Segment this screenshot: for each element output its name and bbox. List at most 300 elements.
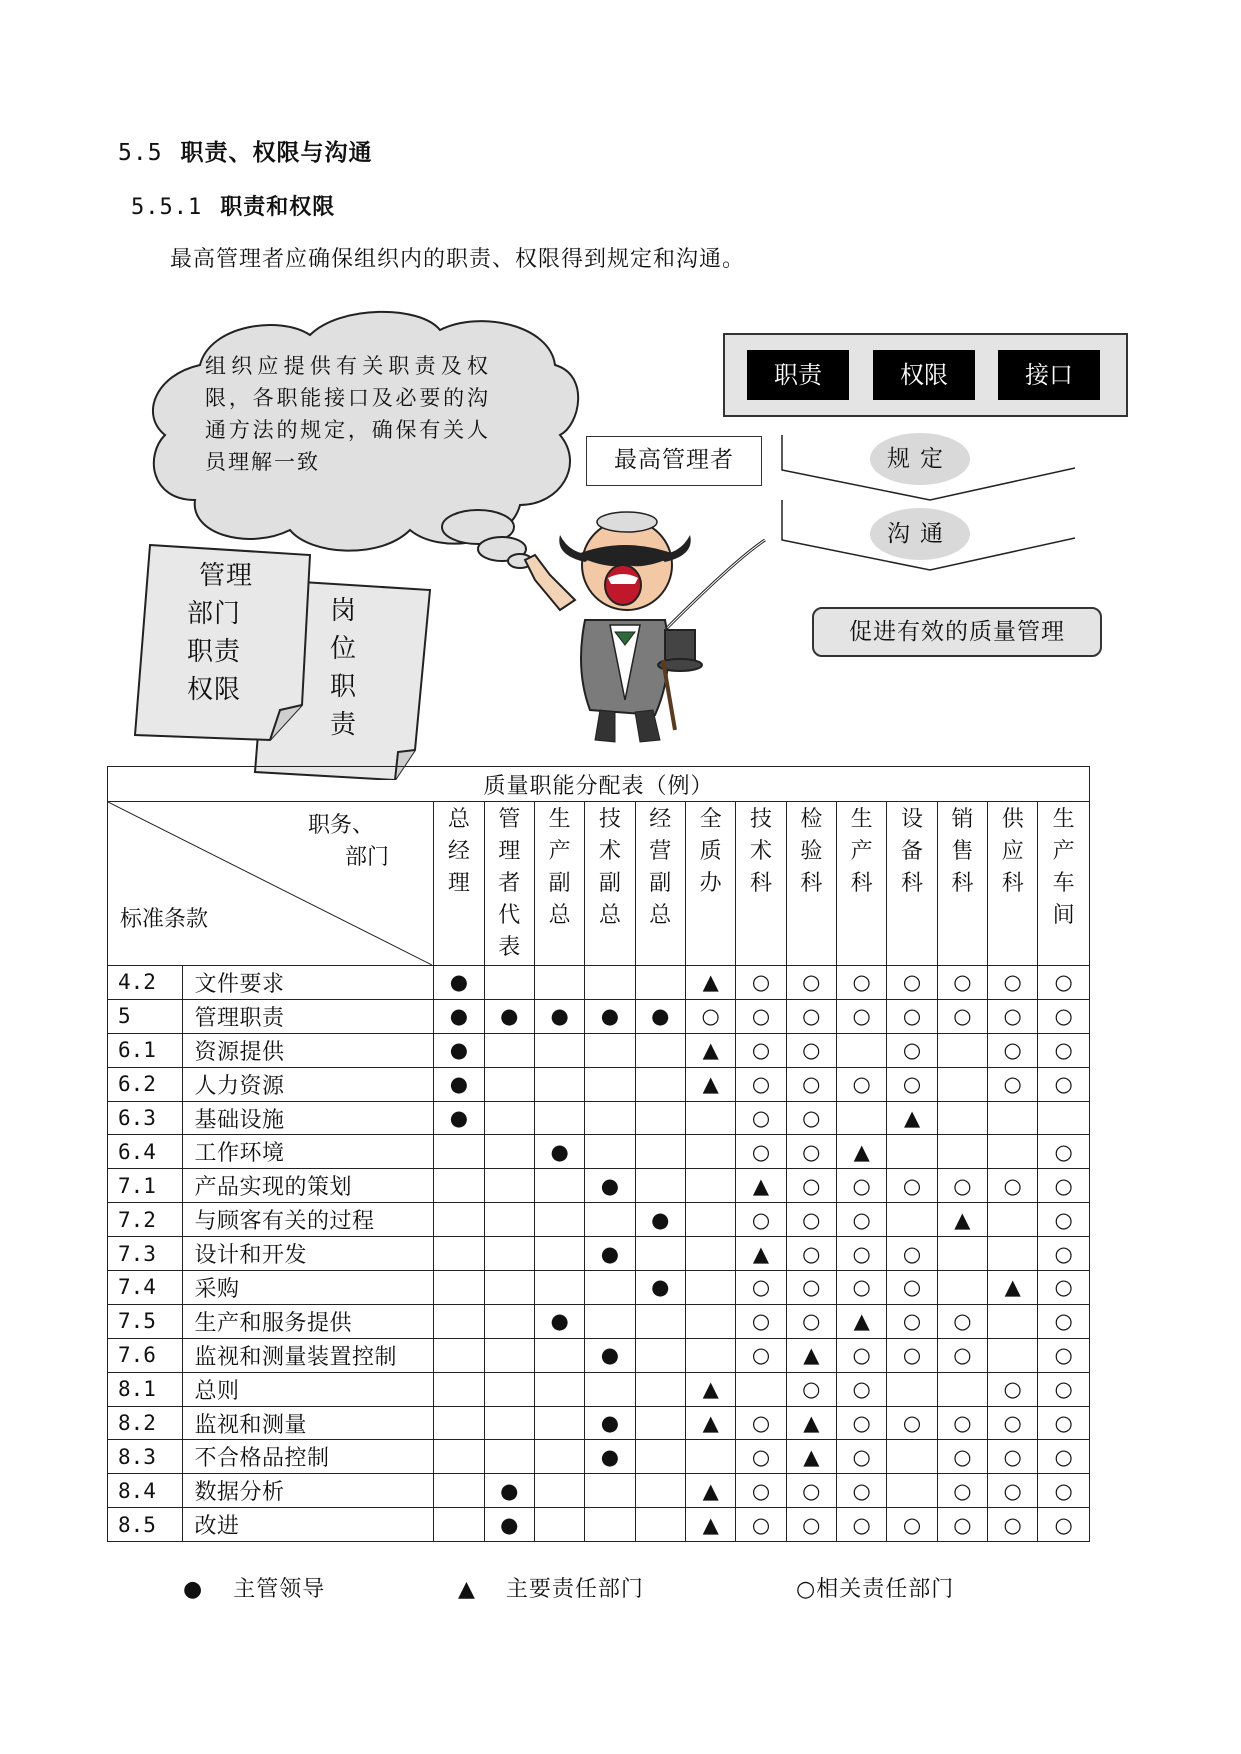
column-header	[786, 802, 836, 966]
authority-label: 权限	[873, 350, 975, 400]
responsibility-mark	[635, 1304, 685, 1338]
responsibility-mark	[484, 1169, 534, 1203]
responsibility-mark: ▲	[736, 1169, 786, 1203]
responsibility-mark	[887, 1135, 937, 1169]
responsibility-mark	[434, 1271, 484, 1305]
responsibility-mark	[484, 1372, 534, 1406]
legend-main-dept	[458, 1572, 644, 1603]
responsibility-mark	[534, 1067, 584, 1101]
responsibility-mark: ○	[937, 966, 987, 1000]
responsibility-mark	[484, 1406, 534, 1440]
responsibility-mark: ○	[887, 1033, 937, 1067]
responsibility-mark: ●	[434, 999, 484, 1033]
responsibility-mark	[534, 1033, 584, 1067]
column-header	[1038, 802, 1090, 966]
clause-number: 8.2	[108, 1406, 183, 1440]
table-row	[108, 1169, 1090, 1203]
promote-quality-management-box: 促进有效的质量管理	[812, 607, 1102, 657]
column-header-label: 生产车间	[1052, 807, 1075, 928]
responsibility-mark: ○	[887, 1271, 937, 1305]
responsibility-mark: ▲	[736, 1237, 786, 1271]
responsibility-mark	[937, 1271, 987, 1305]
column-header-label: 技术副总	[598, 807, 621, 928]
responsibility-mark: ○	[786, 1474, 836, 1508]
clause-number: 7.3	[108, 1237, 183, 1271]
clause-name: 产品实现的策划	[182, 1169, 434, 1203]
responsibility-mark: ○	[786, 966, 836, 1000]
responsibility-mark: ○	[1038, 1203, 1090, 1237]
responsibility-mark	[534, 966, 584, 1000]
responsibility-mark: ○	[685, 999, 735, 1033]
responsibility-mark: ○	[988, 1474, 1038, 1508]
responsibility-mark	[635, 1508, 685, 1542]
responsibility-mark	[635, 1338, 685, 1372]
responsibility-mark: ▲	[685, 1033, 735, 1067]
responsibility-mark: ▲	[786, 1406, 836, 1440]
legend-label: 主管领导	[233, 1577, 326, 1602]
responsibility-mark: ●	[434, 1067, 484, 1101]
responsibility-mark: ▲	[937, 1203, 987, 1237]
responsibility-mark: ○	[887, 1338, 937, 1372]
responsibility-mark	[534, 1474, 584, 1508]
responsibility-mark: ○	[786, 1101, 836, 1135]
responsibility-mark: ○	[1038, 1067, 1090, 1101]
responsibility-mark: ○	[736, 1508, 786, 1542]
responsibility-mark: ○	[786, 1203, 836, 1237]
responsibility-mark: ○	[837, 999, 887, 1033]
responsibility-mark	[434, 1338, 484, 1372]
manager-cartoon-illustration	[515, 500, 775, 750]
responsibility-mark: ○	[988, 1169, 1038, 1203]
responsibility-mark: ○	[837, 1338, 887, 1372]
column-header	[635, 802, 685, 966]
table-row	[108, 1101, 1090, 1135]
responsibility-mark	[534, 1203, 584, 1237]
clause-number: 5	[108, 999, 183, 1033]
column-header	[585, 802, 635, 966]
responsibility-mark	[685, 1169, 735, 1203]
responsibility-mark	[585, 1101, 635, 1135]
table-row	[108, 1304, 1090, 1338]
responsibility-mark	[534, 1271, 584, 1305]
responsibility-mark: ○	[736, 1101, 786, 1135]
responsibility-mark: ○	[736, 1474, 786, 1508]
responsibility-mark: ○	[988, 999, 1038, 1033]
table-row	[108, 1237, 1090, 1271]
responsibility-mark	[1038, 1101, 1090, 1135]
responsibility-mark: ○	[1038, 1237, 1090, 1271]
responsibility-mark	[434, 1508, 484, 1542]
responsibility-mark: ○	[837, 1203, 887, 1237]
responsibility-mark	[434, 1169, 484, 1203]
responsibility-mark	[685, 1440, 735, 1474]
responsibility-mark: ●	[585, 1237, 635, 1271]
legend-symbol: ▲	[458, 1577, 476, 1602]
responsibility-mark: ●	[534, 999, 584, 1033]
responsibility-mark	[937, 1372, 987, 1406]
responsibility-mark: ○	[736, 1271, 786, 1305]
column-header	[988, 802, 1038, 966]
responsibility-mark: ○	[1038, 999, 1090, 1033]
responsibility-mark: ○	[837, 1271, 887, 1305]
clause-number: 6.1	[108, 1033, 183, 1067]
responsibility-mark	[585, 966, 635, 1000]
responsibility-mark	[937, 1237, 987, 1271]
responsibility-mark: ○	[736, 1033, 786, 1067]
column-header-label: 管理者代表	[498, 807, 521, 960]
responsibility-mark: ●	[534, 1135, 584, 1169]
responsibility-mark: ●	[484, 999, 534, 1033]
table-caption: 质量职能分配表（例）	[108, 767, 1090, 802]
responsibility-mark: ●	[585, 1169, 635, 1203]
diagonal-line	[108, 802, 432, 965]
table-row	[108, 1271, 1090, 1305]
legend-leader	[183, 1572, 325, 1603]
responsibility-mark: ○	[1038, 1474, 1090, 1508]
responsibility-mark: ○	[1038, 1271, 1090, 1305]
responsibility-mark	[585, 1033, 635, 1067]
responsibility-mark	[988, 1203, 1038, 1237]
table-row	[108, 966, 1090, 1000]
responsibility-mark	[685, 1237, 735, 1271]
column-header-label: 销售科	[951, 807, 974, 896]
responsibility-mark: ○	[837, 1508, 887, 1542]
responsibility-mark: ○	[937, 1474, 987, 1508]
column-header	[887, 802, 937, 966]
responsibility-mark	[988, 1135, 1038, 1169]
clause-name: 设计和开发	[182, 1237, 434, 1271]
responsibility-mark	[685, 1135, 735, 1169]
responsibility-mark: ○	[736, 1440, 786, 1474]
responsibility-mark	[635, 1135, 685, 1169]
responsibility-mark: ○	[786, 1372, 836, 1406]
clause-name: 基础设施	[182, 1101, 434, 1135]
responsibility-mark	[434, 1203, 484, 1237]
responsibility-mark	[484, 966, 534, 1000]
column-header-label: 技术科	[749, 807, 772, 896]
responsibility-mark	[837, 1033, 887, 1067]
responsibility-mark: ○	[786, 1271, 836, 1305]
responsibility-mark	[887, 1203, 937, 1237]
responsibility-mark: ○	[887, 1067, 937, 1101]
responsibility-mark: ○	[786, 1067, 836, 1101]
responsibility-mark: ▲	[685, 1406, 735, 1440]
column-header	[484, 802, 534, 966]
clause-name: 数据分析	[182, 1474, 434, 1508]
responsibility-mark	[484, 1135, 534, 1169]
responsibility-mark	[736, 1372, 786, 1406]
responsibility-mark: ○	[937, 1508, 987, 1542]
clause-name: 文件要求	[182, 966, 434, 1000]
clause-name: 管理职责	[182, 999, 434, 1033]
responsibility-mark	[484, 1338, 534, 1372]
responsibility-mark: ●	[434, 1033, 484, 1067]
table-row	[108, 1508, 1090, 1542]
clause-number: 7.5	[108, 1304, 183, 1338]
responsibility-mark: ●	[635, 1271, 685, 1305]
responsibility-mark	[434, 1372, 484, 1406]
responsibility-mark: ○	[736, 1067, 786, 1101]
responsibility-mark: ▲	[685, 1067, 735, 1101]
responsibility-mark	[434, 1304, 484, 1338]
responsibility-mark	[484, 1304, 534, 1338]
responsibility-mark: ○	[1038, 1135, 1090, 1169]
responsibility-mark	[635, 1474, 685, 1508]
responsibility-mark	[887, 1372, 937, 1406]
responsibility-mark: ○	[786, 999, 836, 1033]
clause-name: 改进	[182, 1508, 434, 1542]
responsibility-mark	[837, 1101, 887, 1135]
responsibility-mark: ○	[988, 1033, 1038, 1067]
responsibility-authority-interface-box	[723, 333, 1128, 417]
table-corner-header	[108, 802, 434, 966]
clause-name: 与顾客有关的过程	[182, 1203, 434, 1237]
corner-bottom-label: 标准条款	[120, 907, 209, 932]
communicate-oval: 沟通	[870, 508, 970, 560]
responsibility-mark	[434, 1474, 484, 1508]
responsibility-mark	[534, 1169, 584, 1203]
responsibility-mark	[434, 1440, 484, 1474]
responsibility-mark	[484, 1237, 534, 1271]
responsibility-mark: ▲	[685, 1474, 735, 1508]
column-header	[837, 802, 887, 966]
responsibility-mark: ○	[837, 1406, 887, 1440]
responsibility-mark: ○	[887, 1508, 937, 1542]
responsibility-mark: ○	[837, 1237, 887, 1271]
responsibility-mark: ●	[585, 1440, 635, 1474]
responsibility-mark: ○	[1038, 1440, 1090, 1474]
responsibility-mark: ○	[786, 1508, 836, 1542]
column-header-label: 生产副总	[548, 807, 571, 928]
table-row	[108, 1338, 1090, 1372]
responsibility-mark	[635, 1101, 685, 1135]
responsibility-mark	[937, 1067, 987, 1101]
clause-name: 采购	[182, 1271, 434, 1305]
responsibility-mark: ○	[988, 1406, 1038, 1440]
responsibility-mark: ○	[1038, 1169, 1090, 1203]
responsibility-mark: ○	[887, 1406, 937, 1440]
responsibility-mark: ●	[534, 1304, 584, 1338]
responsibility-mark	[937, 1135, 987, 1169]
responsibility-mark: ○	[887, 1237, 937, 1271]
responsibility-mark: ○	[736, 1135, 786, 1169]
corner-top-label: 职务、	[308, 813, 375, 838]
responsibility-mark	[534, 1508, 584, 1542]
responsibility-mark	[635, 1033, 685, 1067]
responsibility-mark: ○	[937, 1440, 987, 1474]
responsibility-mark: ●	[484, 1474, 534, 1508]
responsibility-mark	[585, 1067, 635, 1101]
clause-name: 生产和服务提供	[182, 1304, 434, 1338]
responsibility-mark	[685, 1304, 735, 1338]
clause-number: 8.4	[108, 1474, 183, 1508]
responsibility-mark	[937, 1033, 987, 1067]
responsibility-mark: ▲	[837, 1304, 887, 1338]
section-number: 5.5	[118, 140, 163, 166]
responsibility-mark: ○	[786, 1033, 836, 1067]
column-header	[434, 802, 484, 966]
section-heading	[118, 134, 373, 167]
responsibility-mark	[685, 1271, 735, 1305]
responsibility-mark: ○	[988, 966, 1038, 1000]
responsibility-mark: ●	[434, 1101, 484, 1135]
legend-related-dept	[796, 1572, 954, 1603]
responsibility-mark: ○	[736, 966, 786, 1000]
top-management-box: 最高管理者	[586, 436, 762, 486]
responsibility-mark: ○	[736, 1338, 786, 1372]
clause-name: 工作环境	[182, 1135, 434, 1169]
responsibility-mark: ○	[786, 1237, 836, 1271]
clause-number: 6.2	[108, 1067, 183, 1101]
interface-label: 接口	[998, 350, 1100, 400]
responsibility-mark: ○	[786, 1135, 836, 1169]
responsibility-mark: ○	[887, 999, 937, 1033]
responsibility-mark	[635, 1440, 685, 1474]
intro-paragraph: 最高管理者应确保组织内的职责、权限得到规定和沟通。	[170, 247, 746, 272]
responsibility-mark: ○	[937, 1338, 987, 1372]
responsibility-mark	[534, 1338, 584, 1372]
responsibility-mark	[685, 1338, 735, 1372]
table-row	[108, 1440, 1090, 1474]
responsibility-mark: ●	[585, 1406, 635, 1440]
clause-name: 资源提供	[182, 1033, 434, 1067]
legend-label: 主要责任部门	[505, 1577, 644, 1602]
responsibility-mark: ○	[837, 966, 887, 1000]
responsibility-mark	[534, 1101, 584, 1135]
column-header	[937, 802, 987, 966]
responsibility-mark	[635, 1372, 685, 1406]
responsibility-mark: ○	[736, 1203, 786, 1237]
table-row	[108, 999, 1090, 1033]
responsibility-mark: ●	[434, 966, 484, 1000]
responsibility-mark: ○	[988, 1372, 1038, 1406]
responsibility-mark	[988, 1304, 1038, 1338]
responsibility-mark	[635, 1067, 685, 1101]
responsibility-mark: ○	[786, 1169, 836, 1203]
column-header-label: 生产科	[850, 807, 873, 896]
responsibility-mark: ●	[635, 999, 685, 1033]
column-header-label: 全质办	[699, 807, 722, 896]
table-row	[108, 1203, 1090, 1237]
responsibility-mark	[585, 1304, 635, 1338]
responsibility-mark: ○	[1038, 966, 1090, 1000]
responsibility-mark	[434, 1237, 484, 1271]
subsection-number: 5.5.1	[131, 195, 203, 220]
responsibility-mark	[635, 1406, 685, 1440]
column-header-label: 经营副总	[649, 807, 672, 928]
responsibility-mark	[434, 1135, 484, 1169]
column-header	[534, 802, 584, 966]
responsibility-mark: ○	[937, 999, 987, 1033]
responsibility-mark	[685, 1101, 735, 1135]
legend-symbol: ○	[796, 1577, 817, 1602]
document-icons	[130, 540, 440, 780]
clause-number: 8.3	[108, 1440, 183, 1474]
subsection-title: 职责和权限	[220, 194, 336, 220]
responsibility-mark	[484, 1033, 534, 1067]
responsibility-mark	[585, 1271, 635, 1305]
responsibility-mark	[585, 1508, 635, 1542]
responsibility-mark: ○	[937, 1169, 987, 1203]
table-row	[108, 1033, 1090, 1067]
doc-dept-authority: 管理 部门 职责 权限	[187, 561, 254, 705]
table-row	[108, 1372, 1090, 1406]
corner-mid-label: 部门	[345, 845, 390, 870]
responsibility-mark: ○	[1038, 1033, 1090, 1067]
responsibility-mark: ○	[1038, 1372, 1090, 1406]
responsibility-mark: ○	[887, 966, 937, 1000]
responsibility-mark: ○	[736, 999, 786, 1033]
column-header-label: 检验科	[800, 807, 823, 896]
responsibility-mark: ○	[988, 1067, 1038, 1101]
responsibility-mark: ○	[1038, 1406, 1090, 1440]
responsibility-mark: ●	[484, 1508, 534, 1542]
cloud-text: 组织应提供有关职责及权限，各职能接口及必要的沟通方法的规定，确保有关人员理解一致	[205, 354, 490, 474]
responsibility-mark: ○	[887, 1169, 937, 1203]
responsibility-mark: ○	[837, 1440, 887, 1474]
responsibility-mark	[534, 1406, 584, 1440]
clause-name: 监视和测量	[182, 1406, 434, 1440]
clause-number: 8.5	[108, 1508, 183, 1542]
responsibility-mark	[484, 1067, 534, 1101]
legend-label: 相关责任部门	[816, 1577, 955, 1602]
responsibility-mark: ○	[1038, 1304, 1090, 1338]
column-header	[736, 802, 786, 966]
responsibility-mark: ○	[837, 1372, 887, 1406]
clause-number: 8.1	[108, 1372, 183, 1406]
responsibility-label: 职责	[747, 350, 849, 400]
responsibility-mark: ▲	[685, 1508, 735, 1542]
table-row	[108, 1474, 1090, 1508]
responsibility-mark	[585, 1474, 635, 1508]
responsibility-mark: ○	[736, 1304, 786, 1338]
responsibility-mark	[937, 1101, 987, 1135]
responsibility-mark: ●	[585, 1338, 635, 1372]
responsibility-mark: ●	[585, 999, 635, 1033]
doc-post-duty: 岗 位 职 责	[330, 596, 358, 740]
responsibility-mark	[434, 1406, 484, 1440]
responsibility-mark: ▲	[837, 1135, 887, 1169]
responsibility-mark: ○	[837, 1169, 887, 1203]
clause-number: 7.1	[108, 1169, 183, 1203]
responsibility-mark: ▲	[988, 1271, 1038, 1305]
responsibility-mark: ○	[786, 1304, 836, 1338]
responsibility-mark: ○	[887, 1304, 937, 1338]
responsibility-mark: ▲	[685, 966, 735, 1000]
responsibility-mark: ▲	[786, 1338, 836, 1372]
clause-number: 7.4	[108, 1271, 183, 1305]
clause-name: 人力资源	[182, 1067, 434, 1101]
responsibility-mark: ●	[635, 1203, 685, 1237]
responsibility-mark: ○	[736, 1406, 786, 1440]
responsibility-mark	[484, 1440, 534, 1474]
responsibility-mark: ○	[837, 1067, 887, 1101]
clause-name: 监视和测量装置控制	[182, 1338, 434, 1372]
responsibility-mark: ○	[837, 1474, 887, 1508]
responsibility-mark: ○	[1038, 1508, 1090, 1542]
column-header	[685, 802, 735, 966]
responsibility-mark	[534, 1440, 584, 1474]
specify-oval: 规定	[870, 433, 970, 485]
responsibility-mark	[635, 1169, 685, 1203]
responsibility-mark: ▲	[685, 1372, 735, 1406]
responsibility-mark	[887, 1440, 937, 1474]
table-row	[108, 1406, 1090, 1440]
responsibility-mark	[585, 1203, 635, 1237]
responsibility-mark	[534, 1372, 584, 1406]
responsibility-mark	[635, 1237, 685, 1271]
quality-function-table	[107, 766, 1090, 1542]
